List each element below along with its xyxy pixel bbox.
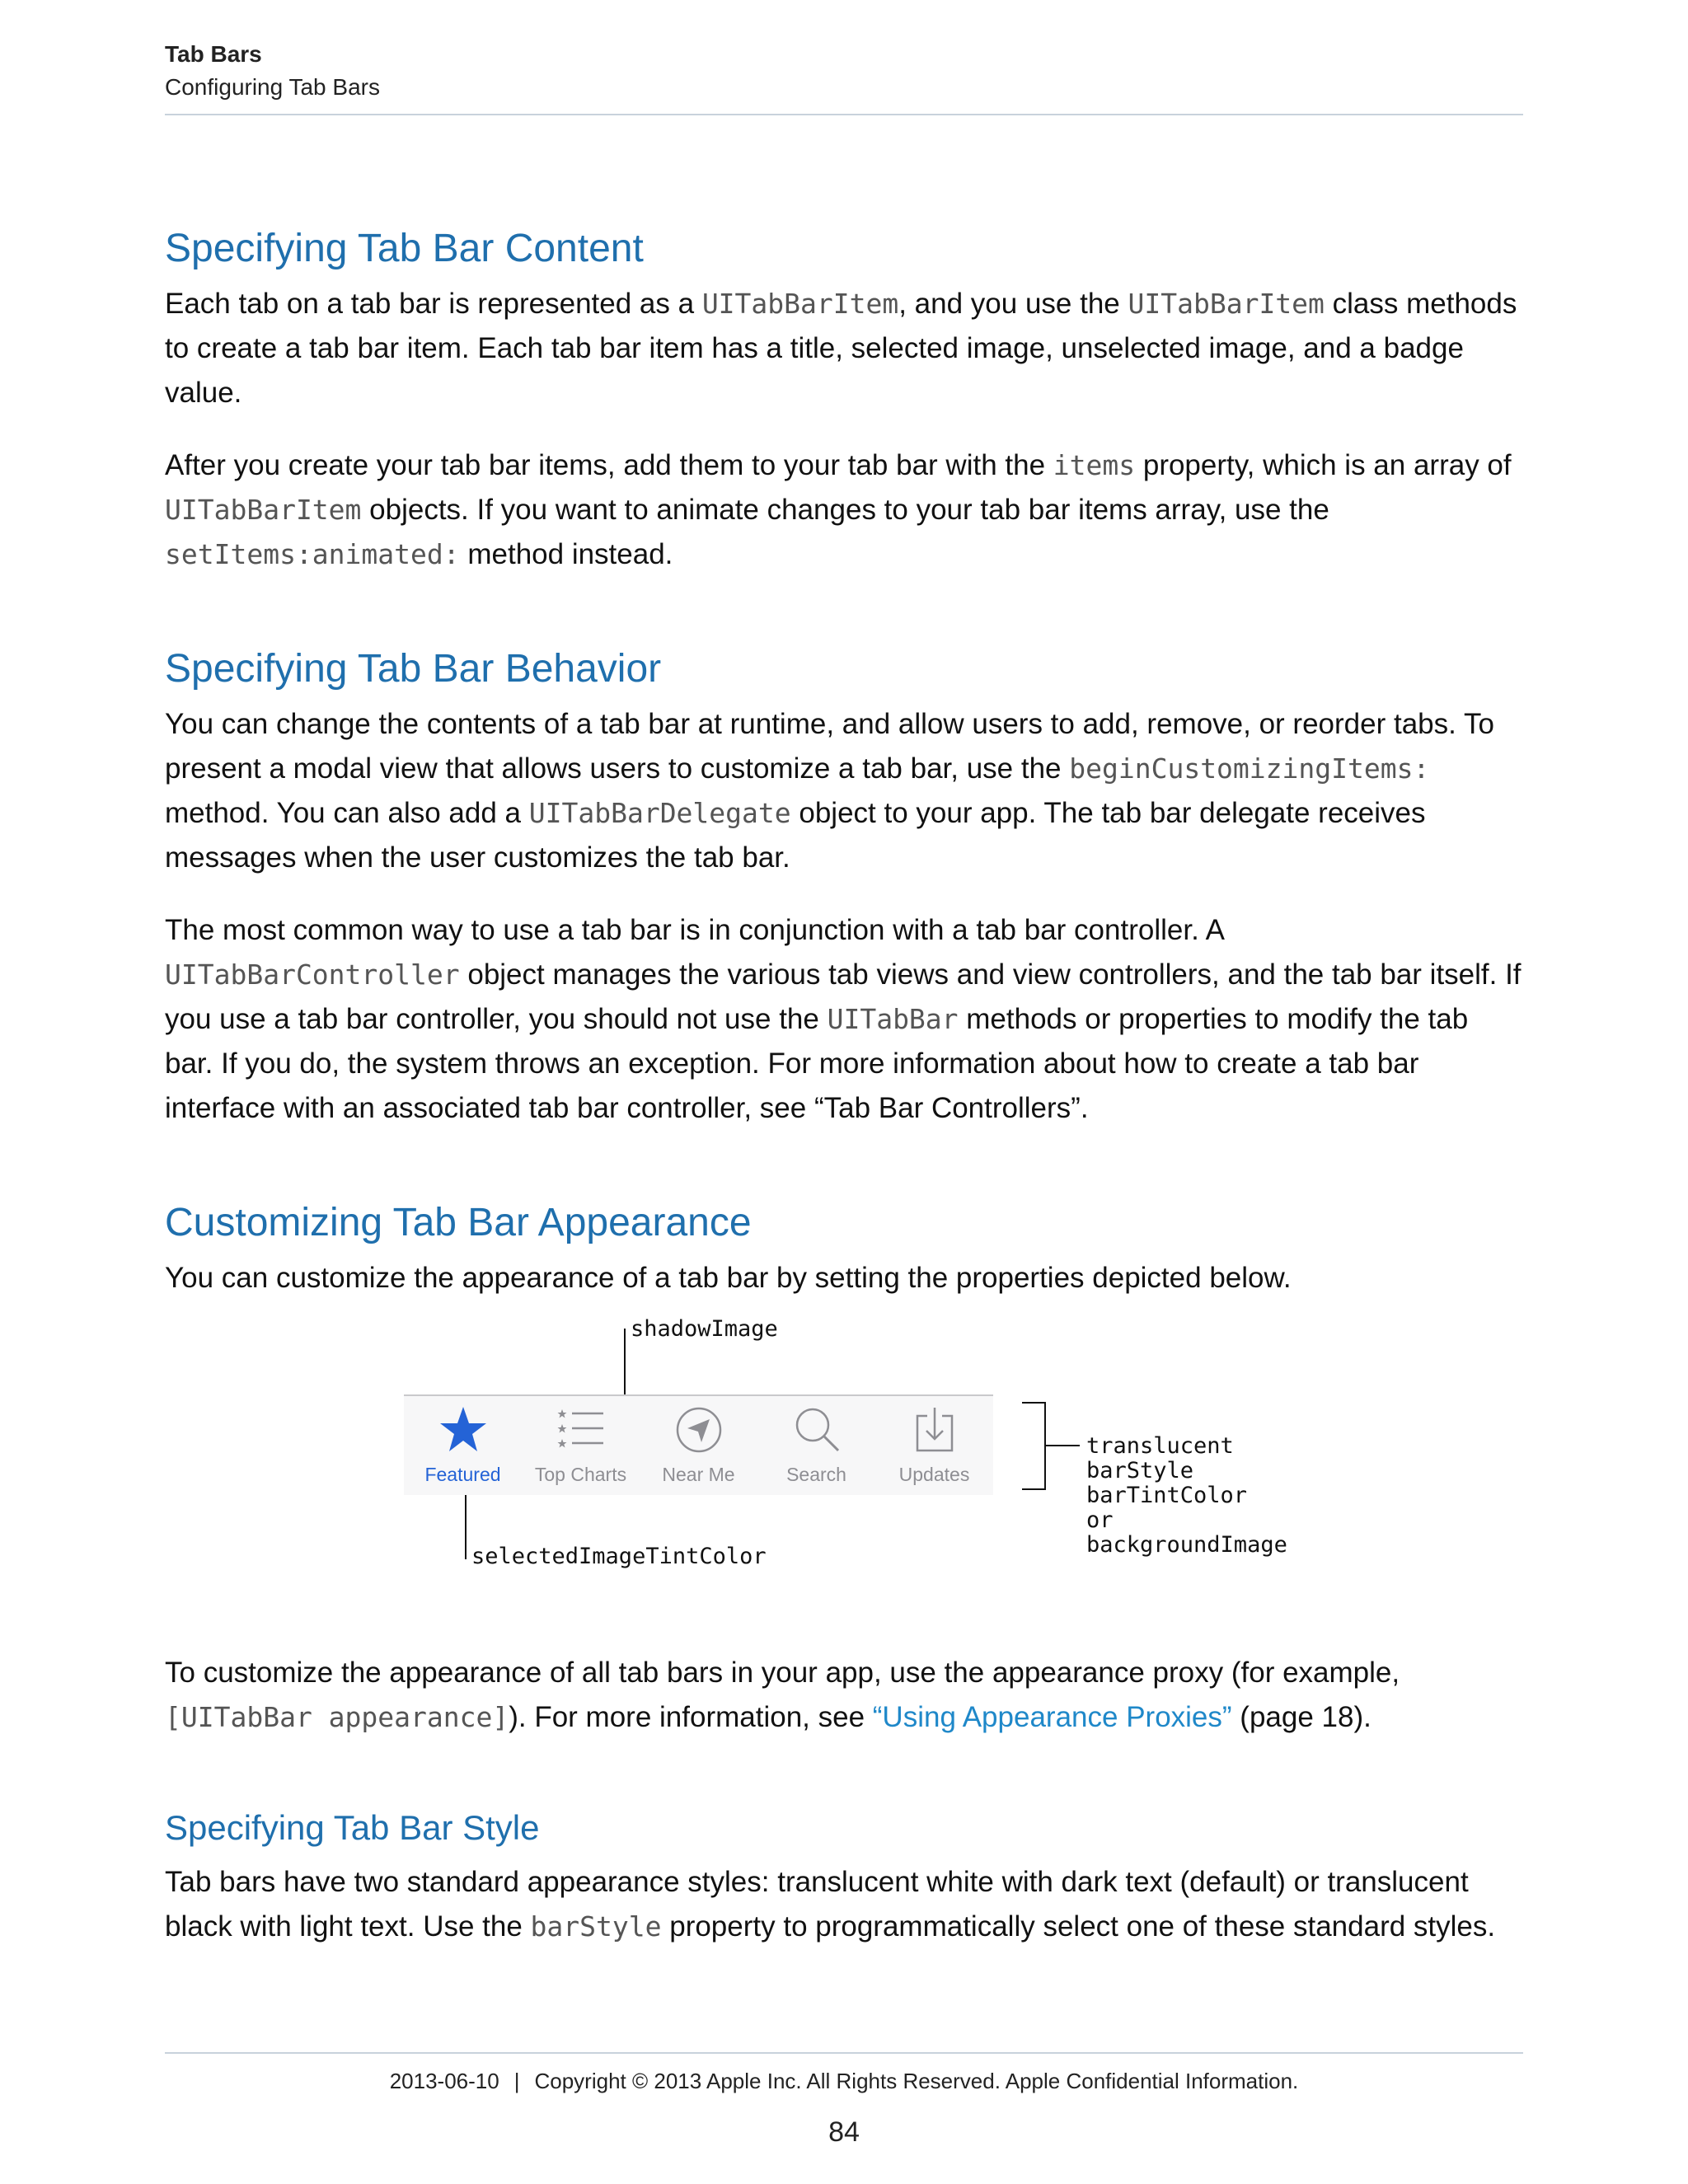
code-begincustomizingitems: beginCustomizingItems: [1069, 752, 1430, 785]
label-background-image: backgroundImage [1086, 1532, 1287, 1558]
label-shadow-image: shadowImage [631, 1316, 778, 1342]
page-footer [165, 2064, 1523, 2097]
header-section-title: Configuring Tab Bars [165, 74, 380, 100]
heading-tab-bar-content: Specifying Tab Bar Content [165, 227, 644, 270]
text-run: The most common way to use a tab bar is in conjunction with a tab bar controller. A [165, 914, 1223, 946]
tab-label: Top Charts [534, 1464, 627, 1485]
heading-tab-bar-style: Specifying Tab Bar Style [165, 1808, 540, 1847]
header-divider [165, 114, 1523, 115]
running-header [165, 38, 1523, 104]
list-icon [556, 1404, 607, 1455]
tab-label: Featured [424, 1464, 501, 1485]
paragraph-behavior-1 [165, 702, 1523, 880]
paragraph-appearance-proxy [165, 1651, 1523, 1740]
label-or: or [1086, 1507, 1114, 1533]
star-icon [438, 1404, 489, 1455]
footer-separator: | [513, 2069, 520, 2093]
tab-label: Search [786, 1464, 846, 1485]
tab-featured[interactable] [404, 1396, 522, 1495]
page-number: 84 [828, 2116, 860, 2148]
code-barstyle: barStyle [530, 1910, 662, 1943]
code-uitabbardelegate: UITabBarDelegate [528, 797, 791, 829]
text-run: method. You can also add a [165, 797, 529, 829]
text-run: (page 18). [1231, 1701, 1372, 1733]
footer-divider [165, 2052, 1523, 2054]
label-selected-image-tint-color: selectedImageTintColor [471, 1544, 767, 1569]
text-run: objects. If you want to animate changes to your tab bar items array, use the [361, 494, 1329, 526]
heading-tab-bar-behavior: Specifying Tab Bar Behavior [165, 647, 662, 691]
search-icon [791, 1404, 842, 1455]
text-run: ). For more information, see [509, 1701, 873, 1733]
paragraph-behavior-2 [165, 908, 1523, 1131]
code-uitabbaritem: UITabBarItem [1128, 288, 1325, 320]
text-run: Tab bars have two standard appearance styles: translucent white with dark text (default) or translucent black with light text. Use the [165, 1866, 1469, 1943]
label-bar-style: barStyle [1086, 1458, 1194, 1483]
text-run: object to your app. The tab bar delegate receives messages when the user customizes the tab bar. [165, 797, 1426, 874]
code-items: items [1053, 449, 1136, 481]
tab-updates[interactable] [875, 1396, 993, 1495]
tab-top-charts[interactable] [522, 1396, 640, 1495]
text-run: property, which is an array of [1135, 449, 1512, 481]
location-arrow-icon [673, 1404, 724, 1455]
paragraph-content-1 [165, 282, 1523, 415]
tab-search[interactable] [757, 1396, 875, 1495]
tab-label: Updates [898, 1464, 970, 1485]
download-icon [909, 1404, 960, 1455]
paragraph-style-1 [165, 1860, 1523, 1949]
tab-label: Near Me [662, 1464, 735, 1485]
label-bar-tint-color: barTintColor [1086, 1483, 1248, 1508]
tab-bar-appearance-figure [165, 1312, 1523, 1596]
code-uitabbaritem: UITabBarItem [165, 494, 362, 526]
code-uitabbaritem: UITabBarItem [701, 288, 899, 320]
text-run: , and you use the [898, 288, 1128, 320]
code-uitabbar-appearance: [UITabBar appearance] [165, 1701, 509, 1733]
label-translucent: translucent [1086, 1433, 1234, 1459]
main-content [165, 223, 1523, 1949]
text-run: method instead. [459, 538, 673, 570]
code-setitems-animated: setItems:animated: [165, 538, 460, 570]
header-chapter-title: Tab Bars [165, 41, 262, 67]
paragraph-content-2 [165, 443, 1523, 577]
heading-tab-bar-appearance: Customizing Tab Bar Appearance [165, 1201, 752, 1244]
code-uitabbarcontroller: UITabBarController [165, 958, 460, 991]
footer-date: 2013-06-10 [389, 2069, 499, 2093]
text-run: You can change the contents of a tab bar at runtime, and allow users to add, remove, or reorder tabs. To present a modal view that allows users to customize a tab bar, use the [165, 708, 1494, 785]
footer-copyright: Copyright © 2013 Apple Inc. All Rights Reserved. Apple Confidential Information. [534, 2069, 1299, 2093]
text-run: class methods to create a tab bar item. Each tab bar item has a title, selected image, unselected image, and a badge value. [165, 288, 1517, 409]
bar-bracket [1022, 1403, 1045, 1489]
code-uitabbar: UITabBar [827, 1003, 959, 1035]
paragraph-appearance-intro: You can customize the appearance of a tab bar by setting the properties depicted below. [165, 1262, 1292, 1294]
text-run: Each tab on a tab bar is represented as a [165, 288, 702, 320]
tab-bar [404, 1394, 993, 1495]
tab-near-me[interactable] [640, 1396, 757, 1495]
text-run: object manages the various tab views and view controllers, and the tab bar itself. If you use a tab bar controller, you should not use the [165, 958, 1522, 1035]
link-using-appearance-proxies[interactable]: “Using Appearance Proxies” [872, 1701, 1232, 1733]
text-run: property to programmatically select one of these standard styles. [661, 1910, 1496, 1943]
text-run: After you create your tab bar items, add them to your tab bar with the [165, 449, 1053, 481]
text-run: To customize the appearance of all tab bars in your app, use the appearance proxy (for example, [165, 1657, 1400, 1689]
text-run: methods or properties to modify the tab bar. If you do, the system throws an exception. For more information about how to create a tab bar interface with an associated tab bar controller, see “Tab Bar Controllers”. [165, 1003, 1469, 1124]
